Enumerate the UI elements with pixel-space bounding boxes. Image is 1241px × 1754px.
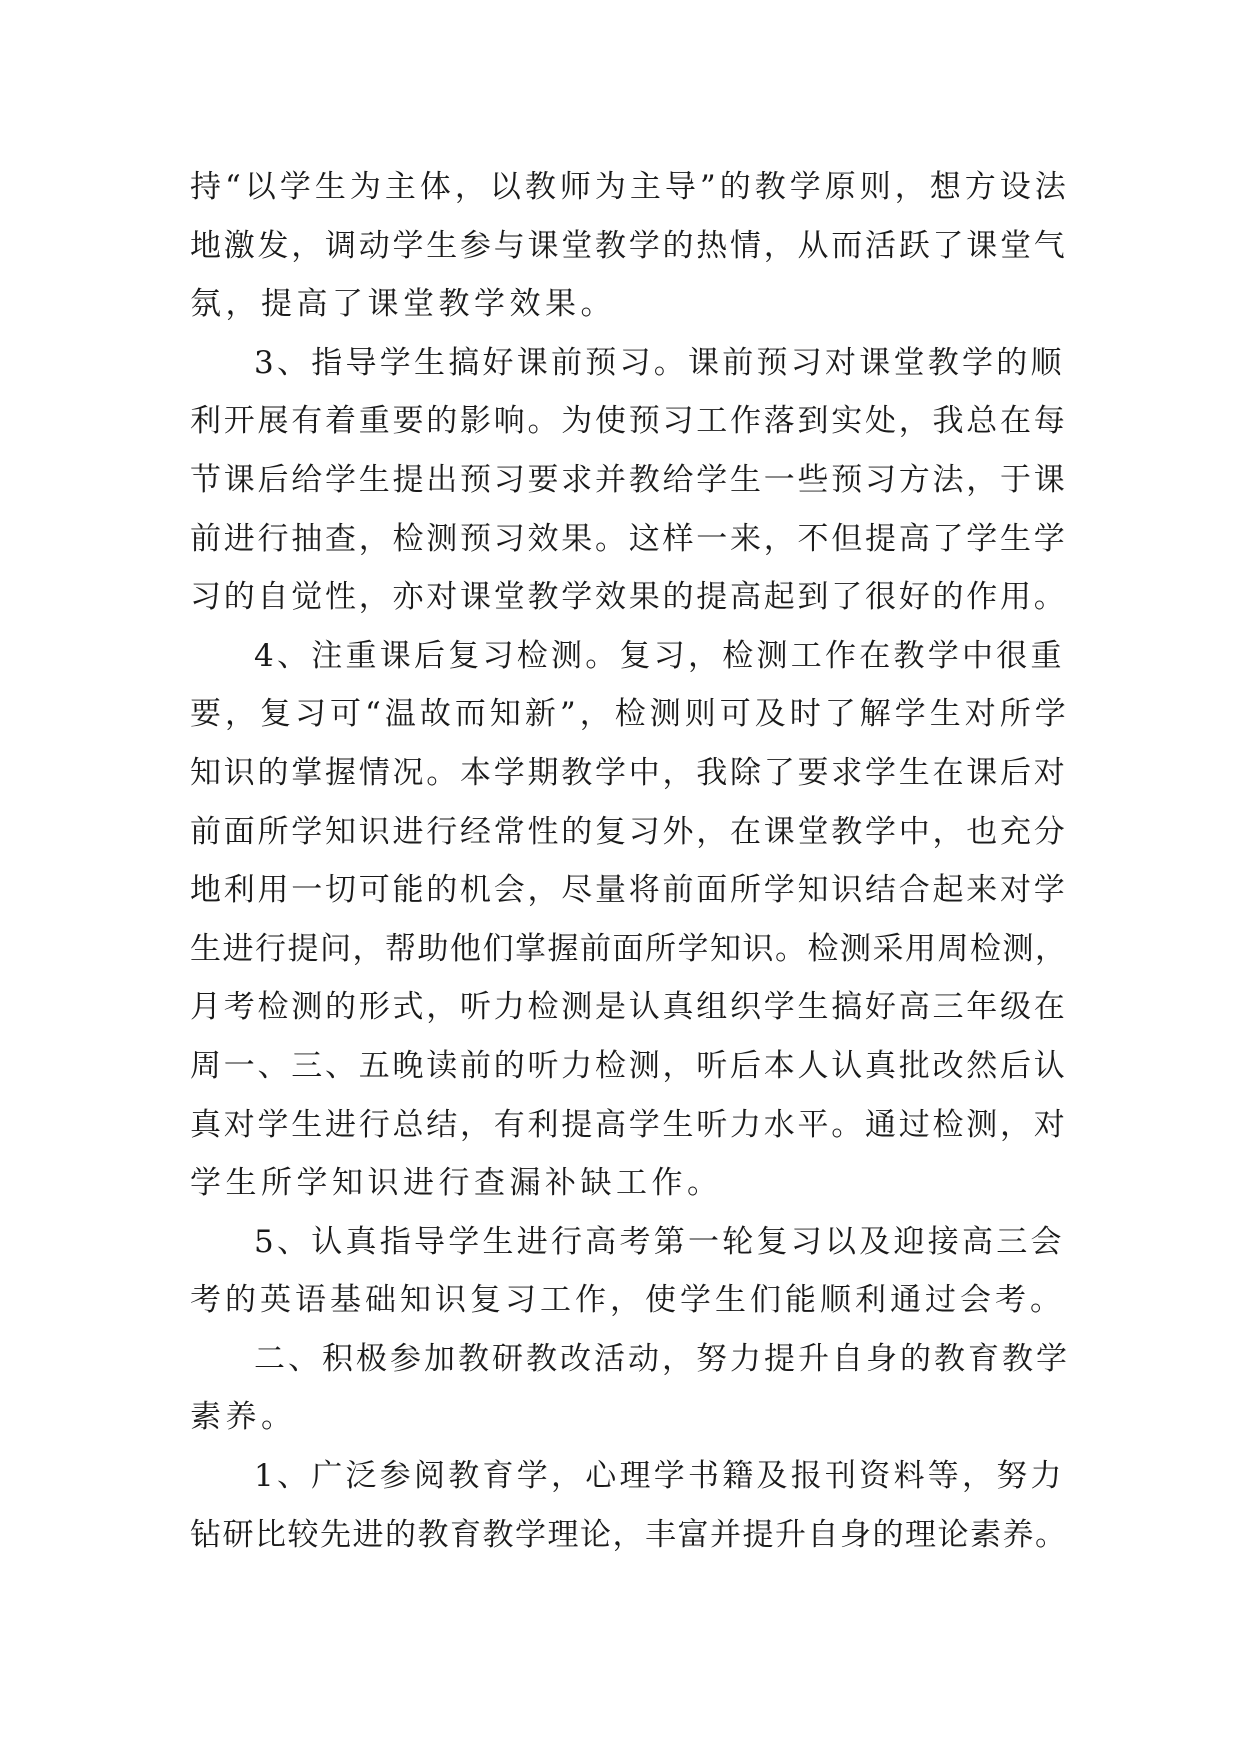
text-line: 考的英语基础知识复习工作，使学生们能顺利通过会考。 bbox=[190, 1282, 1065, 1319]
text-line: 知识的掌握情况。本学期教学中，我除了要求学生在课后对 bbox=[190, 754, 1068, 791]
paragraph-3-first-line: 3、指导学生搞好课前预习。课前预习对课堂教学的顺 bbox=[254, 344, 1065, 381]
text-line: 持“以学生为主体，以教师为主导”的教学原则，想方设法 bbox=[190, 169, 1070, 205]
text-line: 素养。 bbox=[190, 1399, 297, 1436]
text-line: 地利用一切可能的机会，尽量将前面所学知识结合起来对学 bbox=[190, 872, 1068, 909]
text-line: 钻研比较先进的教育教学理论，丰富并提升自身的理论素养。 bbox=[190, 1516, 1068, 1553]
text-line: 真对学生进行总结，有利提高学生听力水平。通过检测，对 bbox=[190, 1106, 1068, 1143]
document-body bbox=[190, 158, 1070, 1564]
text-line: 氛，提高了课堂教学效果。 bbox=[190, 286, 616, 323]
section-heading-2: 二、积极参加教研教改活动，努力提升自身的教育教学 bbox=[254, 1340, 1070, 1377]
text-line: 周一、三、五晚读前的听力检测，听后本人认真批改然后认 bbox=[190, 1047, 1068, 1084]
text-line: 要，复习可“温故而知新”，检测则可及时了解学生对所学 bbox=[190, 696, 1070, 733]
text-line: 月考检测的形式，听力检测是认真组织学生搞好高三年级在 bbox=[190, 989, 1068, 1026]
paragraph-5-first-line: 5、认真指导学生进行高考第一轮复习以及迎接高三会 bbox=[254, 1223, 1065, 1260]
paragraph-1-first-line: 1、广泛参阅教育学，心理学书籍及报刊资料等，努力 bbox=[254, 1458, 1065, 1495]
text-line: 地激发，调动学生参与课堂教学的热情，从而活跃了课堂气 bbox=[190, 227, 1068, 264]
text-line: 生进行提问，帮助他们掌握前面所学知识。检测采用周检测， bbox=[190, 930, 1068, 967]
paragraph-4-first-line: 4、注重课后复习检测。复习，检测工作在教学中很重 bbox=[254, 637, 1065, 674]
text-line: 前进行抽查，检测预习效果。这样一来，不但提高了学生学 bbox=[190, 520, 1068, 557]
text-line: 利开展有着重要的影响。为使预习工作落到实处，我总在每 bbox=[190, 403, 1068, 440]
text-line: 前面所学知识进行经常性的复习外，在课堂教学中，也充分 bbox=[190, 813, 1068, 850]
text-line: 节课后给学生提出预习要求并教给学生一些预习方法，于课 bbox=[190, 461, 1068, 498]
text-line: 习的自觉性，亦对课堂教学效果的提高起到了很好的作用。 bbox=[190, 579, 1068, 616]
text-line: 学生所学知识进行查漏补缺工作。 bbox=[190, 1165, 723, 1202]
